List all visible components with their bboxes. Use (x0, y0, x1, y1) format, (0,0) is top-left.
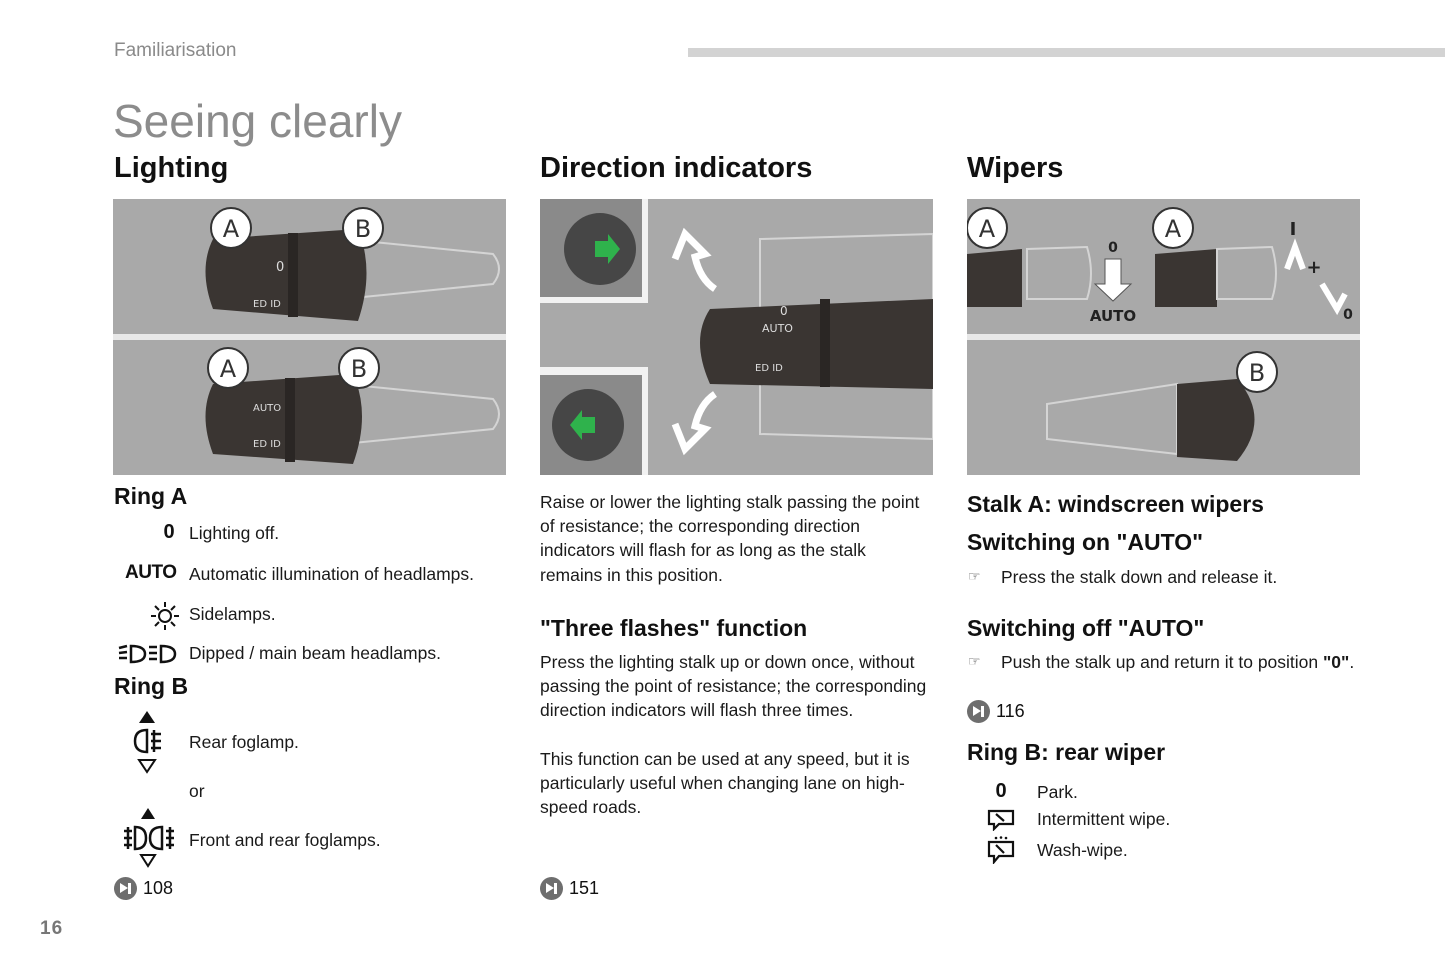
wiper-plus-label: + (1306, 257, 1322, 278)
page-ref-icon (540, 877, 563, 900)
svg-text:ED ID: ED ID (755, 363, 783, 374)
ring-b-label-wiper: B (1248, 359, 1266, 387)
ring-b-label-top: B (354, 215, 372, 243)
direction-stalk-illustration (540, 199, 933, 475)
park-symbol: 0 (995, 780, 1007, 802)
wiper-zero-label-2: 0 (1343, 307, 1353, 323)
ring-a-heading: Ring A (114, 483, 188, 509)
auto-symbol: AUTO (125, 562, 177, 583)
switch-on-auto-text: Press the stalk down and release it. (1001, 567, 1278, 587)
stalk-a-heading: Stalk A: windscreen wipers (967, 491, 1264, 517)
svg-text:0: 0 (780, 304, 788, 318)
page-ref-icon (967, 700, 990, 723)
lighting-page-ref[interactable] (114, 877, 173, 900)
page-title: Seeing clearly (113, 95, 402, 147)
wipers-heading: Wipers (967, 152, 1064, 184)
wiper-one-label: I (1289, 219, 1297, 240)
pointer-icon: ☞ (968, 568, 981, 584)
rear-foglamp-icon (133, 710, 163, 779)
rear-wiper-park: Park. (1037, 782, 1078, 802)
wipers-ref-number: 116 (996, 701, 1025, 721)
lighting-stalk-illustration (113, 199, 506, 475)
wiper-auto-label: AUTO (1089, 307, 1137, 325)
rear-wiper-heading: Ring B: rear wiper (967, 739, 1166, 765)
svg-text:ED ID: ED ID (253, 439, 281, 450)
ring-b-item-rear-foglamp: Rear foglamp. (189, 732, 299, 752)
svg-text:AUTO: AUTO (253, 403, 282, 414)
stalk-a-label-1: A (978, 215, 996, 243)
lighting-ref-number: 108 (143, 878, 174, 898)
ring-a-item-off: Lighting off. (189, 523, 280, 543)
direction-page-ref[interactable] (540, 877, 599, 900)
rear-wiper-wash: Wash-wipe. (1037, 840, 1128, 860)
three-flashes-p2: This function can be used at any speed, but it is particularly useful when changing lane on high-speed roads. (540, 749, 910, 818)
headlamps-icon (117, 643, 179, 670)
page-number: 16 (40, 918, 64, 939)
lighting-heading: Lighting (114, 152, 229, 184)
three-flashes-heading: "Three flashes" function (540, 615, 808, 641)
wiper-zero-label: 0 (1108, 240, 1118, 256)
wipers-stalk-illustration (967, 199, 1360, 475)
header-rule (688, 48, 1445, 57)
intermittent-wipe-icon (987, 809, 1015, 836)
ring-b-item-front-rear: Front and rear foglamps. (189, 830, 381, 850)
ring-a-item-headlamps: Dipped / main beam headlamps. (189, 643, 441, 663)
sidelamps-icon (149, 601, 181, 636)
pointer-icon: ☞ (968, 653, 981, 669)
three-flashes-p1: Press the lighting stalk up or down once, without passing the point of resistance; the corresponding direction indicators will flash three times. (540, 652, 927, 721)
ring-a-label-top: A (222, 215, 240, 243)
direction-heading: Direction indicators (540, 152, 813, 184)
svg-text:AUTO: AUTO (762, 322, 793, 335)
front-rear-foglamps-icon (122, 807, 176, 876)
ring-a-label-bottom: A (219, 355, 237, 383)
ring-b-heading: Ring B (114, 673, 189, 699)
ring-b-label-bottom: B (350, 355, 368, 383)
wipers-page-ref[interactable] (967, 700, 1025, 723)
ring-a-item-auto: Automatic illumination of headlamps. (189, 564, 475, 584)
svg-text:0: 0 (276, 260, 285, 275)
page-ref-icon (114, 877, 137, 900)
lighting-off-symbol: 0 (163, 521, 175, 543)
switch-off-auto-heading: Switching off "AUTO" (967, 615, 1205, 641)
switch-off-auto-text: Push the stalk up and return it to position "0". (1001, 652, 1355, 672)
stalk-a-label-2: A (1164, 215, 1182, 243)
rear-wiper-intermittent: Intermittent wipe. (1037, 809, 1171, 829)
wash-wipe-icon (987, 836, 1015, 869)
section-label: Familiarisation (114, 40, 237, 61)
ring-a-item-sidelamps: Sidelamps. (189, 604, 276, 624)
svg-text:ED ID: ED ID (253, 299, 281, 310)
ring-b-or: or (189, 781, 205, 801)
switch-on-auto-heading: Switching on "AUTO" (967, 529, 1204, 555)
direction-ref-number: 151 (569, 878, 600, 898)
direction-intro: Raise or lower the lighting stalk passing the point of resistance; the corresponding direction indicators will flash for as long as the stalk remains in this position. (540, 492, 920, 585)
